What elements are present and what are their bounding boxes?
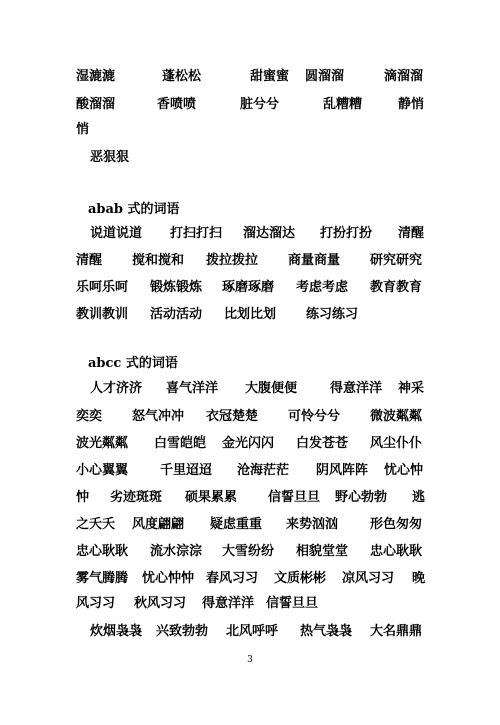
word: 静悄 bbox=[398, 97, 425, 112]
word: 考虑考虑 bbox=[296, 280, 349, 295]
word: 奕奕 bbox=[76, 409, 103, 424]
word: 忠心耿耿 bbox=[76, 544, 129, 559]
word: 脏兮兮 bbox=[240, 97, 280, 112]
word: 甜蜜蜜 bbox=[250, 69, 290, 84]
word: 蓬松松 bbox=[162, 69, 202, 84]
word: 信誓旦旦 bbox=[266, 596, 319, 611]
word: 可怜兮兮 bbox=[288, 409, 341, 424]
word: 风尘仆仆 bbox=[370, 436, 423, 451]
word: 商量商量 bbox=[288, 253, 341, 268]
word: 圆溜溜 bbox=[305, 69, 345, 84]
word: 大名鼎鼎 bbox=[370, 624, 423, 639]
text-line bbox=[0, 620, 500, 644]
word: 小心翼翼 bbox=[76, 463, 129, 478]
text-line bbox=[0, 93, 500, 117]
word: 忧心忡忡 bbox=[142, 571, 195, 586]
word: 凉风习习 bbox=[342, 571, 395, 586]
word: 千里迢迢 bbox=[160, 463, 213, 478]
text-line bbox=[0, 276, 500, 300]
word: 硕果累累 bbox=[185, 490, 238, 505]
word: 香喷喷 bbox=[157, 97, 197, 112]
word: 大腹便便 bbox=[245, 381, 298, 396]
word: 秋风习习 bbox=[134, 596, 187, 611]
word: 湿漉漉 bbox=[76, 69, 116, 84]
word: 忧心忡 bbox=[384, 463, 424, 478]
word: 逃 bbox=[412, 490, 426, 505]
word: 拨拉拨拉 bbox=[206, 253, 259, 268]
word: 忡 bbox=[76, 490, 90, 505]
word: 怒气冲冲 bbox=[132, 409, 185, 424]
word: 悄 bbox=[76, 122, 90, 137]
word: 阴风阵阵 bbox=[316, 463, 369, 478]
word: 忠心耿耿 bbox=[370, 544, 423, 559]
word: 练习练习 bbox=[306, 307, 359, 322]
text-line bbox=[0, 513, 500, 537]
word: 雾气腾腾 bbox=[76, 571, 129, 586]
word: 大雪纷纷 bbox=[222, 544, 275, 559]
word: 琢磨琢磨 bbox=[222, 280, 275, 295]
text-line bbox=[0, 118, 500, 142]
word: 搅和搅和 bbox=[132, 253, 185, 268]
word: 春风习习 bbox=[206, 571, 259, 586]
word: 信誓旦旦 bbox=[268, 490, 321, 505]
word: 神采 bbox=[398, 381, 425, 396]
word: 炊烟袅袅 bbox=[90, 624, 143, 639]
word: 喜气洋洋 bbox=[166, 381, 219, 396]
word: 乱糟糟 bbox=[323, 97, 363, 112]
word: 晚 bbox=[412, 571, 426, 586]
word: 野心勃勃 bbox=[335, 490, 388, 505]
word: 得意洋洋 bbox=[330, 381, 383, 396]
word: 来势汹汹 bbox=[286, 517, 339, 532]
word: 兴致勃勃 bbox=[156, 624, 209, 639]
word: 乐呵乐呵 bbox=[76, 280, 129, 295]
word: 清醒 bbox=[76, 253, 103, 268]
text-line bbox=[0, 432, 500, 456]
word: 教训教训 bbox=[76, 307, 129, 322]
word: 之夭夭 bbox=[76, 517, 116, 532]
text-line bbox=[0, 146, 500, 170]
text-line bbox=[0, 377, 500, 401]
word: 溜达溜达 bbox=[243, 226, 296, 241]
word: 清醒 bbox=[398, 226, 425, 241]
word: 滴溜溜 bbox=[384, 69, 424, 84]
word: 相貌堂堂 bbox=[296, 544, 349, 559]
word: 衣冠楚楚 bbox=[206, 409, 259, 424]
word: 疑虑重重 bbox=[210, 517, 263, 532]
word: 金光闪闪 bbox=[222, 436, 275, 451]
word: 形色匆匆 bbox=[370, 517, 423, 532]
text-line bbox=[0, 303, 500, 327]
page-number: 3 bbox=[247, 655, 253, 665]
word: 比划比划 bbox=[224, 307, 277, 322]
word: 活动活动 bbox=[150, 307, 203, 322]
word: 得意洋洋 bbox=[202, 596, 255, 611]
text-line bbox=[0, 540, 500, 564]
word: 劣迹斑斑 bbox=[110, 490, 163, 505]
text-line bbox=[0, 567, 500, 591]
word: 风习习 bbox=[76, 596, 116, 611]
text-line bbox=[0, 249, 500, 273]
word: 人才济济 bbox=[90, 381, 143, 396]
word: 研究研究 bbox=[370, 253, 423, 268]
section-heading-abab: abab 式的词语 bbox=[88, 202, 180, 217]
word: 文质彬彬 bbox=[274, 571, 327, 586]
word: 锻炼锻炼 bbox=[150, 280, 203, 295]
text-line bbox=[0, 459, 500, 483]
word: 热气袅袅 bbox=[300, 624, 353, 639]
word: 恶狠狠 bbox=[90, 150, 130, 165]
word: 白发苍苍 bbox=[296, 436, 349, 451]
word: 打扮打扮 bbox=[320, 226, 373, 241]
word: 风度翩翩 bbox=[132, 517, 185, 532]
word: 北风呼呼 bbox=[226, 624, 279, 639]
text-line bbox=[0, 405, 500, 429]
word: 波光粼粼 bbox=[76, 436, 129, 451]
word: 白雪皑皑 bbox=[154, 436, 207, 451]
word: 流水淙淙 bbox=[150, 544, 203, 559]
word: 说道说道 bbox=[90, 226, 143, 241]
word: 教育教育 bbox=[370, 280, 423, 295]
section-heading-abcc: abcc 式的词语 bbox=[88, 356, 178, 371]
text-line bbox=[0, 65, 500, 89]
word: 打扫打扫 bbox=[170, 226, 223, 241]
text-line bbox=[0, 486, 500, 510]
word: 沧海茫茫 bbox=[237, 463, 290, 478]
word: 微波粼粼 bbox=[370, 409, 423, 424]
word: 酸溜溜 bbox=[76, 97, 116, 112]
text-line bbox=[0, 222, 500, 246]
text-line bbox=[0, 592, 500, 616]
